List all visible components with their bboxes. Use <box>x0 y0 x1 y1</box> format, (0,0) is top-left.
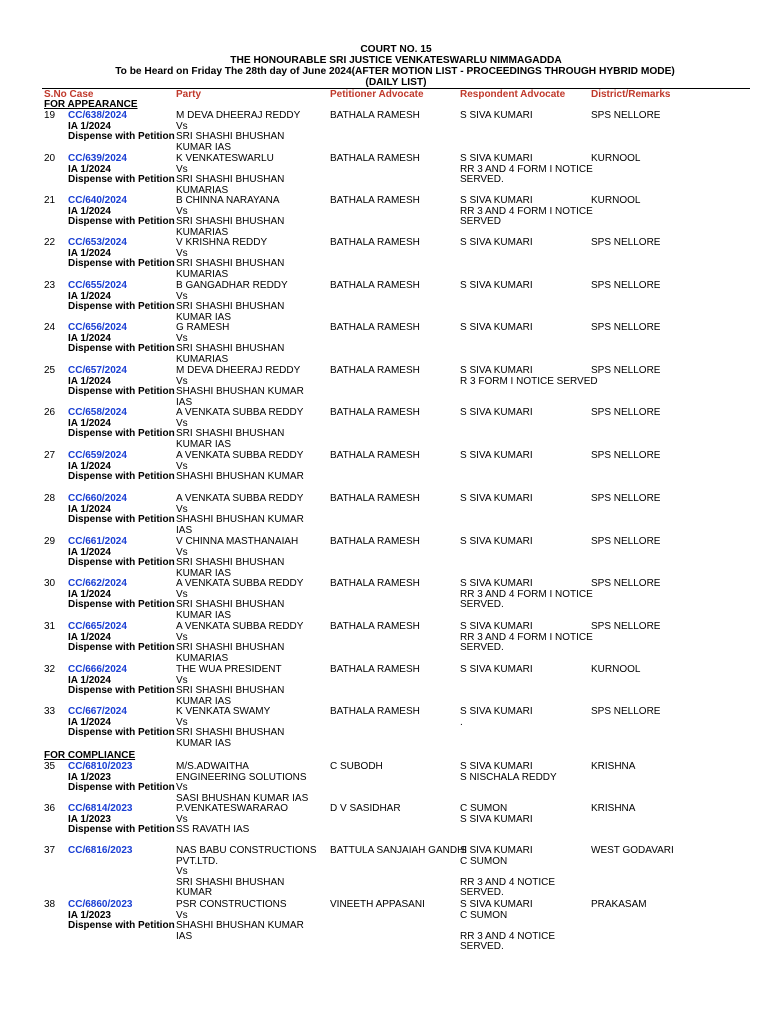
respondent-advocate-cell <box>460 281 600 292</box>
case-cell <box>68 494 175 526</box>
party-line: SRI SHASHI BHUSHAN <box>176 642 285 654</box>
ia-number: IA 1/2024 <box>68 716 111 728</box>
party-cell <box>176 707 326 749</box>
respondent-advocate-cell <box>460 537 600 548</box>
party-cell <box>176 804 326 836</box>
case-number-link[interactable]: CC/667/2024 <box>68 706 127 717</box>
ia-number: IA 1/2024 <box>68 247 111 259</box>
petitioner-advocate: BATHALA RAMESH <box>330 664 420 675</box>
ia-number: IA 1/2023 <box>68 813 111 825</box>
party-line: A VENKATA SUBBA REDDY <box>176 621 304 632</box>
ia-number: IA 1/2023 <box>68 771 111 783</box>
respondent-advocate-line: S SIVA KUMARI <box>460 450 533 461</box>
party-cell <box>176 154 326 196</box>
column-header-petitioner-advocate: Petitioner Advocate <box>330 89 424 100</box>
petitioner-advocate: BATHALA RAMESH <box>330 195 420 206</box>
serial-number: 37 <box>44 845 56 856</box>
case-cell <box>68 537 175 569</box>
petitioner-advocate: BATHALA RAMESH <box>330 365 420 376</box>
respondent-advocate-line: RR 3 AND 4 FORM I NOTICE <box>460 163 593 175</box>
dispense-note: Dispense with Petition <box>68 471 175 483</box>
respondent-advocate-line: SERVED. <box>460 599 504 611</box>
respondent-advocate-line: S SIVA KUMARI <box>460 110 533 121</box>
case-cell <box>68 154 175 186</box>
party-line: Vs <box>176 909 188 921</box>
case-cell <box>68 707 175 739</box>
respondent-advocate-line: S SIVA KUMARI <box>460 813 533 825</box>
party-cell <box>176 408 326 450</box>
party-line: Vs <box>176 460 188 472</box>
ia-number: IA 1/2024 <box>68 163 111 175</box>
respondent-advocate-line: RR 3 AND 4 FORM I NOTICE <box>460 631 593 643</box>
party-line: M DEVA DHEERAJ REDDY <box>176 365 301 376</box>
dispense-note: Dispense with Petition <box>68 557 175 569</box>
district-remarks: SPS NELLORE <box>591 536 661 547</box>
serial-number: 36 <box>44 803 56 814</box>
party-line: A VENKATA SUBBA REDDY <box>176 578 304 589</box>
respondent-advocate-cell <box>460 665 600 676</box>
dispense-note: Dispense with Petition <box>68 514 175 526</box>
dispense-note: Dispense with Petition <box>68 174 175 186</box>
respondent-advocate-line: S SIVA KUMARI <box>460 706 533 717</box>
respondent-advocate-line: RR 3 AND 4 FORM I NOTICE <box>460 205 593 217</box>
petitioner-advocate: C SUBODH <box>330 761 383 772</box>
party-line: KUMAR IAS <box>176 141 232 153</box>
party-line: SRI SHASHI BHUSHAN <box>176 557 285 569</box>
respondent-advocate-cell <box>460 707 600 728</box>
serial-number: 38 <box>44 899 56 910</box>
ia-number: IA 1/2024 <box>68 546 111 558</box>
party-line: KUMAR IAS <box>176 609 232 621</box>
party-line: Vs <box>176 205 188 217</box>
serial-number: 32 <box>44 664 56 675</box>
party-cell <box>176 111 326 153</box>
party-cell <box>176 366 326 408</box>
party-line: Vs <box>176 546 188 558</box>
respondent-advocate-line: . <box>460 716 463 728</box>
case-number-link[interactable]: CC/658/2024 <box>68 407 127 418</box>
serial-number: 29 <box>44 536 56 547</box>
party-line: Vs <box>176 417 188 429</box>
party-line: SRI SHASHI BHUSHAN <box>176 428 285 440</box>
party-line: SRI SHASHI BHUSHAN <box>176 258 285 270</box>
petitioner-advocate: D V SASIDHAR <box>330 803 401 814</box>
district-remarks: SPS NELLORE <box>591 493 661 504</box>
party-line: KUMAR IAS <box>176 311 232 323</box>
respondent-advocate-cell <box>460 196 600 228</box>
party-cell <box>176 494 326 536</box>
party-line: V KRISHNA REDDY <box>176 237 268 248</box>
ia-number: IA 1/2024 <box>68 375 111 387</box>
case-number-link[interactable]: CC/661/2024 <box>68 536 127 547</box>
column-header-district: District/Remarks <box>591 89 671 100</box>
serial-number: 19 <box>44 110 56 121</box>
party-cell <box>176 665 326 707</box>
respondent-advocate-line: S SIVA KUMARI <box>460 322 533 333</box>
district-remarks: SPS NELLORE <box>591 110 661 121</box>
court-number: COURT NO. 15 <box>360 44 432 55</box>
party-line: KUMARIAS <box>176 652 229 664</box>
respondent-advocate-cell <box>460 622 600 654</box>
party-line: Vs <box>176 247 188 259</box>
judge-name: THE HONOURABLE SRI JUSTICE VENKATESWARLU NIMMAGADDA <box>230 55 562 66</box>
case-cell <box>68 762 175 794</box>
serial-number: 27 <box>44 450 56 461</box>
respondent-advocate-cell <box>460 408 600 419</box>
respondent-advocate-line: S SIVA KUMARI <box>460 407 533 418</box>
party-line: KUMAR IAS <box>176 567 232 579</box>
party-cell <box>176 622 326 664</box>
party-line: SASI BHUSHAN KUMAR IAS <box>176 792 309 804</box>
party-line: K VENKATA SWAMY <box>176 706 271 717</box>
petitioner-advocate: BATHALA RAMESH <box>330 237 420 248</box>
party-line: Vs <box>176 866 188 878</box>
ia-number: IA 1/2024 <box>68 503 111 515</box>
case-number-link[interactable]: CC/657/2024 <box>68 365 127 376</box>
district-remarks: SPS NELLORE <box>591 237 661 248</box>
party-line: G RAMESH <box>176 322 230 333</box>
petitioner-advocate: BATHALA RAMESH <box>330 706 420 717</box>
party-line: THE WUA PRESIDENT <box>176 664 282 675</box>
party-cell <box>176 281 326 323</box>
ia-number: IA 1/2024 <box>68 588 111 600</box>
dispense-note: Dispense with Petition <box>68 386 175 398</box>
serial-number: 35 <box>44 761 56 772</box>
party-line: Vs <box>176 588 188 600</box>
party-cell <box>176 900 326 942</box>
party-line: SRI SHASHI BHUSHAN <box>176 727 285 739</box>
party-cell <box>176 537 326 579</box>
party-line: Vs <box>176 332 188 344</box>
party-line: SRI SHASHI BHUSHAN <box>176 685 285 697</box>
district-remarks: SPS NELLORE <box>591 450 661 461</box>
petitioner-advocate: BATHALA RAMESH <box>330 621 420 632</box>
party-line: SRI SHASHI BHUSHAN <box>176 301 285 313</box>
party-line: ENGINEERING SOLUTIONS <box>176 771 307 783</box>
dispense-note: Dispense with Petition <box>68 258 175 270</box>
party-cell <box>176 238 326 280</box>
case-number-link[interactable]: CC/655/2024 <box>68 280 127 291</box>
party-line: KUMARIAS <box>176 268 229 280</box>
case-number-link[interactable]: CC/653/2024 <box>68 237 127 248</box>
party-line: Vs <box>176 716 188 728</box>
case-number-link[interactable]: CC/665/2024 <box>68 621 127 632</box>
respondent-advocate-line: S SIVA KUMARI <box>460 761 533 772</box>
ia-number: IA 1/2023 <box>68 909 111 921</box>
party-line: Vs <box>176 813 188 825</box>
district-remarks: SPS NELLORE <box>591 407 661 418</box>
column-header-party: Party <box>176 89 202 100</box>
party-cell <box>176 196 326 238</box>
case-number-link[interactable]: CC/659/2024 <box>68 450 127 461</box>
petitioner-advocate: BATHALA RAMESH <box>330 280 420 291</box>
party-line: V CHINNA MASTHANAIAH <box>176 536 299 547</box>
party-line: M DEVA DHEERAJ REDDY <box>176 110 301 121</box>
petitioner-advocate: BATHALA RAMESH <box>330 450 420 461</box>
party-line: Vs <box>176 290 188 302</box>
party-line: SS RAVATH IAS <box>176 824 250 836</box>
petitioner-advocate: BATHALA RAMESH <box>330 153 420 164</box>
party-line: Vs <box>176 782 188 794</box>
respondent-advocate-cell <box>460 154 600 186</box>
respondent-advocate-line: C SUMON <box>460 803 508 814</box>
respondent-advocate-line: S SIVA KUMARI <box>460 365 533 376</box>
serial-number: 20 <box>44 153 56 164</box>
dispense-note: Dispense with Petition <box>68 428 175 440</box>
case-cell <box>68 804 175 836</box>
party-line: K VENKATESWARLU <box>176 153 274 164</box>
district-remarks: SPS NELLORE <box>591 280 661 291</box>
section-for-appearance: FOR APPEARANCE <box>44 99 138 110</box>
serial-number: 31 <box>44 621 56 632</box>
dispense-note: Dispense with Petition <box>68 216 175 228</box>
case-number-link[interactable]: CC/662/2024 <box>68 578 127 589</box>
petitioner-advocate: BATHALA RAMESH <box>330 110 420 121</box>
respondent-advocate-cell <box>460 804 600 825</box>
party-cell <box>176 451 326 483</box>
party-line: SHASHI BHUSHAN KUMAR <box>176 386 304 398</box>
party-line: KUMARIAS <box>176 184 229 196</box>
respondent-advocate-line: S SIVA KUMARI <box>460 493 533 504</box>
party-line: KUMARIAS <box>176 226 229 238</box>
case-number-link[interactable]: CC/639/2024 <box>68 153 127 164</box>
case-cell <box>68 196 175 228</box>
respondent-advocate-line: RR 3 AND 4 NOTICE <box>460 876 556 888</box>
dispense-note: Dispense with Petition <box>68 782 175 794</box>
respondent-advocate-line: SERVED. <box>460 941 504 953</box>
serial-number: 23 <box>44 280 56 291</box>
respondent-advocate-cell <box>460 579 600 611</box>
ia-number: IA 1/2024 <box>68 674 111 686</box>
respondent-advocate-line: C SUMON <box>460 855 508 867</box>
dispense-note: Dispense with Petition <box>68 685 175 697</box>
ia-number: IA 1/2024 <box>68 205 111 217</box>
party-line: IAS <box>176 396 193 408</box>
district-remarks: KURNOOL <box>591 664 641 675</box>
ia-number: IA 1/2024 <box>68 120 111 132</box>
party-line: Vs <box>176 120 188 132</box>
column-header-sno-case: S.No Case <box>44 89 94 100</box>
district-remarks: KURNOOL <box>591 195 641 206</box>
respondent-advocate-line: RR 3 AND 4 NOTICE <box>460 930 556 942</box>
serial-number: 24 <box>44 322 56 333</box>
party-cell <box>176 762 326 804</box>
dispense-note: Dispense with Petition <box>68 642 175 654</box>
party-line: SRI SHASHI BHUSHAN <box>176 216 285 228</box>
party-line: PSR CONSTRUCTIONS <box>176 899 287 910</box>
ia-number: IA 1/2024 <box>68 417 111 429</box>
party-line: A VENKATA SUBBA REDDY <box>176 493 304 504</box>
ia-number: IA 1/2024 <box>68 332 111 344</box>
case-number-link[interactable]: CC/6860/2023 <box>68 899 133 910</box>
respondent-advocate-line: SERVED. <box>460 887 504 899</box>
case-cell <box>68 900 175 932</box>
party-line: Vs <box>176 674 188 686</box>
party-line: Vs <box>176 163 188 175</box>
district-remarks: SPS NELLORE <box>591 365 661 376</box>
petitioner-advocate: BATHALA RAMESH <box>330 536 420 547</box>
dispense-note: Dispense with Petition <box>68 131 175 143</box>
respondent-advocate-line: S SIVA KUMARI <box>460 153 533 164</box>
list-header <box>0 44 768 88</box>
dispense-note: Dispense with Petition <box>68 824 175 836</box>
party-line: KUMARIAS <box>176 353 229 365</box>
petitioner-advocate: BATHALA RAMESH <box>330 322 420 333</box>
party-line: SHASHI BHUSHAN KUMAR <box>176 920 304 932</box>
dispense-note: Dispense with Petition <box>68 343 175 355</box>
party-line: B GANGADHAR REDDY <box>176 280 288 291</box>
party-line: SRI SHASHI BHUSHAN <box>176 174 285 186</box>
party-line: SRI SHASHI BHUSHAN <box>176 131 285 143</box>
petitioner-advocate: VINEETH APPASANI <box>330 899 425 910</box>
district-remarks: KRISHNA <box>591 761 636 772</box>
respondent-advocate-cell <box>460 111 600 122</box>
district-remarks: SPS NELLORE <box>591 706 661 717</box>
district-remarks: PRAKASAM <box>591 899 647 910</box>
case-number-link[interactable]: CC/666/2024 <box>68 664 127 675</box>
case-cell <box>68 281 175 313</box>
respondent-advocate-cell <box>460 846 600 899</box>
respondent-advocate-line: SERVED <box>460 216 501 228</box>
party-cell <box>176 846 326 899</box>
party-line: IAS <box>176 524 193 536</box>
district-remarks: KRISHNA <box>591 803 636 814</box>
respondent-advocate-line: S SIVA KUMARI <box>460 237 533 248</box>
respondent-advocate-cell <box>460 238 600 249</box>
respondent-advocate-line: S SIVA KUMARI <box>460 845 533 856</box>
party-line: KUMAR IAS <box>176 695 232 707</box>
party-line: P.VENKATESWARARAO <box>176 803 289 814</box>
respondent-advocate-cell <box>460 451 600 462</box>
ia-number: IA 1/2024 <box>68 631 111 643</box>
party-line: KUMAR <box>176 887 213 899</box>
list-type: (DAILY LIST) <box>365 77 427 88</box>
serial-number: 22 <box>44 237 56 248</box>
hearing-date: To be Heard on Friday The 28th day of June 2024(AFTER MOTION LIST - PROCEEDINGS THROUGH HYBRID MODE) <box>115 66 675 77</box>
serial-number: 26 <box>44 407 56 418</box>
respondent-advocate-line: S SIVA KUMARI <box>460 280 533 291</box>
case-cell <box>68 111 175 143</box>
case-cell <box>68 323 175 355</box>
case-cell <box>68 846 133 857</box>
column-header-respondent-advocate: Respondent Advocate <box>460 89 566 100</box>
serial-number: 28 <box>44 493 56 504</box>
case-cell <box>68 366 175 398</box>
dispense-note: Dispense with Petition <box>68 727 175 739</box>
serial-number: 30 <box>44 578 56 589</box>
case-number-link[interactable]: CC/6814/2023 <box>68 803 133 814</box>
party-line: IAS <box>176 930 193 942</box>
respondent-advocate-line: S SIVA KUMARI <box>460 899 533 910</box>
district-remarks: WEST GODAVARI <box>591 845 674 856</box>
ia-number: IA 1/2024 <box>68 460 111 472</box>
party-line: NAS BABU CONSTRUCTIONS <box>176 845 317 856</box>
party-line: A VENKATA SUBBA REDDY <box>176 450 304 461</box>
dispense-note: Dispense with Petition <box>68 301 175 313</box>
respondent-advocate-cell <box>460 762 600 783</box>
case-number-link[interactable]: CC/638/2024 <box>68 110 127 121</box>
case-number-link[interactable]: CC/656/2024 <box>68 322 127 333</box>
serial-number: 33 <box>44 706 56 717</box>
case-cell <box>68 408 175 440</box>
respondent-advocate-cell <box>460 900 600 953</box>
district-remarks: SPS NELLORE <box>591 578 661 589</box>
party-line: A VENKATA SUBBA REDDY <box>176 407 304 418</box>
party-line: SRI SHASHI BHUSHAN <box>176 343 285 355</box>
party-line: Vs <box>176 375 188 387</box>
party-line: B CHINNA NARAYANA <box>176 195 280 206</box>
case-cell <box>68 238 175 270</box>
party-line: KUMAR IAS <box>176 737 232 749</box>
petitioner-advocate: BATTULA SANJAIAH GANDHI <box>330 845 468 856</box>
respondent-advocate-line: S SIVA KUMARI <box>460 664 533 675</box>
respondent-advocate-cell <box>460 323 600 334</box>
section-for-compliance: FOR COMPLIANCE <box>44 750 136 761</box>
party-cell <box>176 323 326 365</box>
party-line: Vs <box>176 631 188 643</box>
district-remarks: SPS NELLORE <box>591 621 661 632</box>
case-cell <box>68 451 175 483</box>
petitioner-advocate: BATHALA RAMESH <box>330 493 420 504</box>
dispense-note: Dispense with Petition <box>68 599 175 611</box>
respondent-advocate-cell <box>460 366 600 387</box>
petitioner-advocate: BATHALA RAMESH <box>330 578 420 589</box>
case-cell <box>68 579 175 611</box>
serial-number: 25 <box>44 365 56 376</box>
respondent-advocate-line: R 3 FORM I NOTICE SERVED <box>460 375 598 387</box>
case-number-link[interactable]: CC/6810/2023 <box>68 761 133 772</box>
petitioner-advocate: BATHALA RAMESH <box>330 407 420 418</box>
respondent-advocate-line: S SIVA KUMARI <box>460 195 533 206</box>
party-line: Vs <box>176 503 188 515</box>
respondent-advocate-line: SERVED. <box>460 174 504 186</box>
respondent-advocate-line: S SIVA KUMARI <box>460 621 533 632</box>
respondent-advocate-line: S SIVA KUMARI <box>460 578 533 589</box>
dispense-note: Dispense with Petition <box>68 920 175 932</box>
respondent-advocate-line: C SUMON <box>460 909 508 921</box>
case-number-link[interactable]: CC/640/2024 <box>68 195 127 206</box>
serial-number: 21 <box>44 195 56 206</box>
respondent-advocate-line: SERVED. <box>460 642 504 654</box>
case-cell <box>68 622 175 654</box>
ia-number: IA 1/2024 <box>68 290 111 302</box>
case-number-link[interactable]: CC/660/2024 <box>68 493 127 504</box>
party-line: PVT.LTD. <box>176 855 219 867</box>
party-line: SHASHI BHUSHAN KUMAR <box>176 514 304 526</box>
party-cell <box>176 579 326 621</box>
party-line: SRI SHASHI BHUSHAN <box>176 876 285 888</box>
party-line: M/S.ADWAITHA <box>176 761 249 772</box>
respondent-advocate-line: RR 3 AND 4 FORM I NOTICE <box>460 588 593 600</box>
respondent-advocate-cell <box>460 494 600 505</box>
district-remarks: SPS NELLORE <box>591 322 661 333</box>
respondent-advocate-line: S SIVA KUMARI <box>460 536 533 547</box>
party-line: SRI SHASHI BHUSHAN <box>176 599 285 611</box>
case-cell <box>68 665 175 697</box>
party-line: SHASHI BHUSHAN KUMAR <box>176 471 304 483</box>
district-remarks: KURNOOL <box>591 153 641 164</box>
party-line: KUMAR IAS <box>176 438 232 450</box>
case-number-link[interactable]: CC/6816/2023 <box>68 845 133 856</box>
respondent-advocate-line: S NISCHALA REDDY <box>460 771 557 783</box>
